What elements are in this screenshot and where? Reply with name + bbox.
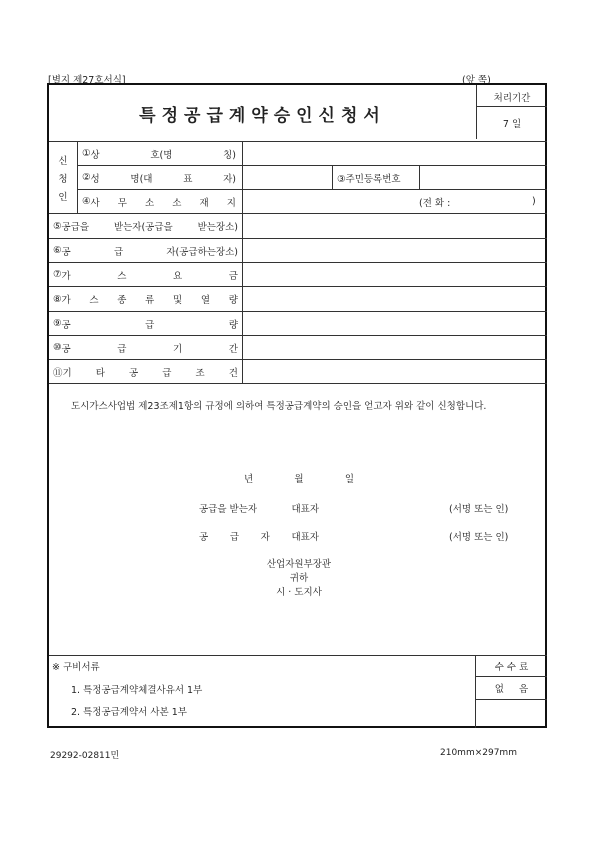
phone-label: (전 화 : [419,197,451,209]
label-part: 받는장소) [197,222,238,233]
supplier-label [53,239,242,262]
label-part: 급 [117,343,127,355]
gas-type-label [53,287,242,311]
form-code: 29292-02811민 [50,751,120,761]
phone-close: ) [532,196,536,207]
office-address-field[interactable] [244,190,546,213]
label-part: 금 [228,270,238,282]
label-part: 공급을 받는자 [199,504,258,515]
recipient-honorific: 귀하 [289,573,309,584]
supply-period-field[interactable] [244,336,546,359]
fee-value: 없 음 [494,684,529,695]
processing-period-value: 7 일 [502,119,522,130]
trade-name-label [82,142,242,165]
label-part: 대표자 [291,504,319,515]
label-part: 스 [89,295,99,306]
supply-amount-field[interactable] [244,312,546,335]
section-char: 청 [58,173,68,185]
other-conditions-field[interactable] [244,360,546,383]
receiver-representative-label [199,501,319,515]
supply-period-label [53,336,242,359]
label-part: 표 [183,173,193,185]
other-conditions-label [53,360,242,383]
office-address-label [82,190,242,213]
required-document-item: 1. 특정공급계약체결사유서 1부 [71,685,203,696]
label-part: 급 [229,532,239,543]
applicant-section-label [49,142,77,213]
row-number: ⑦ [53,269,62,280]
date-line [244,471,354,485]
label-part: 자) [223,173,236,185]
label-part: 가 [61,270,71,282]
supplier-signature[interactable]: (서명 또는 인) [449,532,509,543]
label-part: 기 [173,343,183,355]
row-number: ① [82,148,91,159]
row-number: ② [82,172,91,183]
row-number: ⑥ [53,245,62,256]
label-part: 공 [61,343,71,355]
recipient-minister: 산업자원부장관 [266,559,332,570]
section-char: 신 [58,155,68,167]
label-part: 지 [226,197,236,209]
row-number: ④ [82,196,91,207]
label-part: 타 [95,367,105,379]
label-part: 받는자(공급을 [113,222,173,233]
label-part: 사 [90,197,100,209]
gas-type-field[interactable] [244,287,546,311]
label-part: 가 [61,295,71,306]
label-part: 조 [195,367,205,379]
label-part: 공 [199,532,209,543]
processing-period-label: 처리기간 [493,92,531,104]
label-part: 급 [113,246,124,258]
label-part: 기 [62,367,72,379]
representative-name-field[interactable] [244,166,331,189]
label-part: 종 [117,295,127,306]
label-part: 재 [199,197,209,209]
receiver-label [53,214,242,238]
label-part: 급 [145,319,155,331]
required-documents-header: ※ 구비서류 [52,662,100,673]
label-part: 소 [172,197,182,209]
application-form [47,83,547,728]
fee-label: 수 수 료 [494,662,529,673]
label-part: 성 [90,173,100,185]
label-part: 열 [200,295,211,306]
paper-size: 210mm×297mm [440,748,517,758]
label-part: 공 [129,367,139,379]
supplier-field[interactable] [244,239,546,262]
recipient-governor: 시 · 도지사 [276,587,322,598]
receiver-field[interactable] [244,214,546,238]
gas-rate-label [53,263,242,286]
month-label: 월 [294,474,304,485]
label-part: 무 [117,197,127,209]
form-number: [별지 제27호서식] [48,75,126,86]
label-part: 상 [90,149,100,161]
supplier-representative-label [199,529,319,543]
label-part: 류 [145,295,155,306]
label-part: 급 [162,367,172,379]
label-part: 량 [228,319,238,331]
row-number: ⑪ [53,367,63,379]
label-part: 및 [173,295,183,306]
resident-number-field[interactable] [421,166,546,189]
row-number: ⑤ [53,220,62,232]
label-part: 건 [228,367,238,379]
supply-amount-label [53,312,242,335]
year-label: 년 [244,474,254,485]
label-part: 호(명 [150,149,173,161]
representative-name-label [82,166,242,189]
label-part: 소 [145,197,155,209]
label-part: 공급을 [61,222,90,233]
label-part: 칭) [223,149,236,161]
label-part: 자 [260,532,270,543]
label-part: 요 [173,270,183,282]
label-part: 간 [228,343,238,355]
label-part: 공 [61,319,71,331]
label-part: 대표자 [291,532,319,543]
trade-name-field[interactable] [244,142,546,165]
row-number: ⑩ [53,342,62,353]
row-number: ⑨ [53,318,62,329]
gas-rate-field[interactable] [244,263,546,286]
label-part: 자(공급하는장소) [166,246,238,258]
section-char: 인 [58,191,68,203]
label-part: 공 [61,246,71,258]
label-part: 량 [228,295,238,306]
row-number: ⑧ [53,293,62,305]
resident-number-label: ③주민등록번호 [337,173,401,185]
label-part: 명(대 [130,173,153,185]
receiver-signature[interactable]: (서명 또는 인) [449,504,509,515]
required-document-item: 2. 특정공급계약서 사본 1부 [71,707,187,718]
form-title: 특정공급계약승인신청서 [139,105,386,126]
application-statement: 도시가스사업법 제23조제1항의 규정에 의하여 특정공급계약의 승인을 얻고자 위와 같이 신청합니다. [71,401,487,412]
page-side-label: (앞 쪽) [462,75,491,86]
day-label: 일 [344,474,354,485]
label-part: 스 [117,270,127,282]
recipient-block [229,558,369,600]
